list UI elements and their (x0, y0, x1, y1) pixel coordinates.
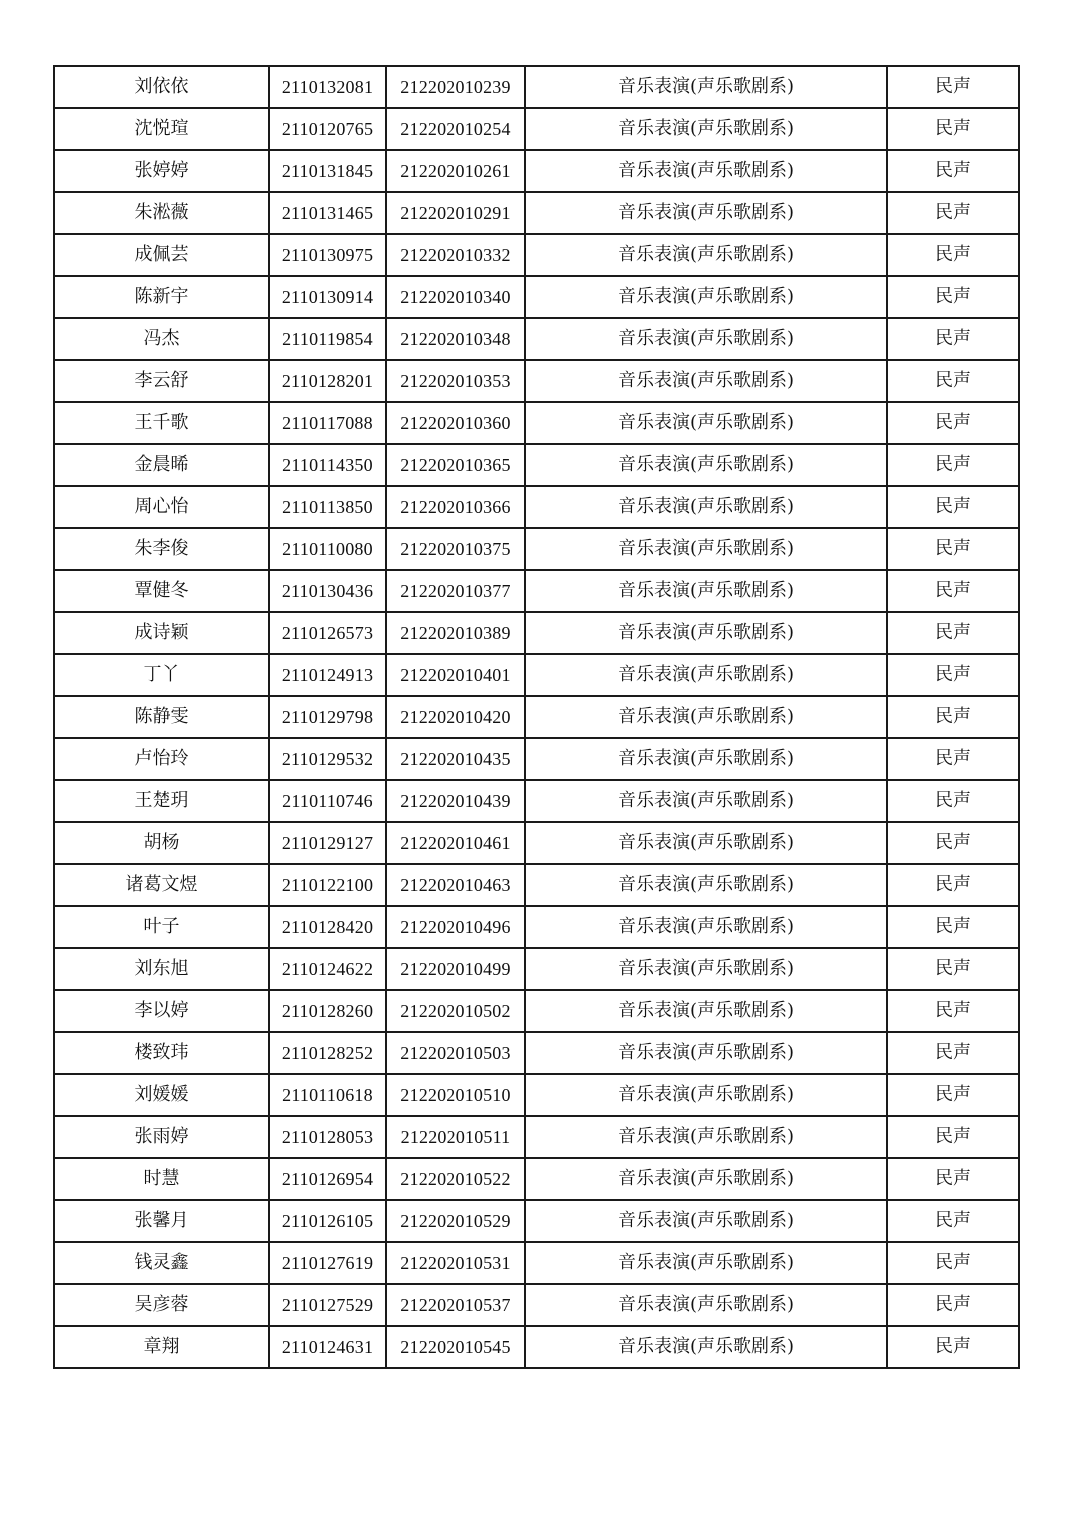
voice-category-cell: 民声 (887, 696, 1019, 738)
table-row (54, 1116, 1019, 1158)
student-name-cell: 叶子 (54, 906, 269, 948)
exam-number-cell: 2110124913 (269, 654, 386, 696)
candidate-number-cell: 212202010377 (386, 570, 525, 612)
voice-category-cell: 民声 (887, 1116, 1019, 1158)
table-row (54, 528, 1019, 570)
voice-category-cell: 民声 (887, 1074, 1019, 1116)
table-row (54, 486, 1019, 528)
student-name-cell: 张馨月 (54, 1200, 269, 1242)
exam-number-cell: 2110131845 (269, 150, 386, 192)
candidate-number-cell: 212202010401 (386, 654, 525, 696)
exam-number-cell: 2110132081 (269, 66, 386, 108)
table-row (54, 150, 1019, 192)
major-cell: 音乐表演(声乐歌剧系) (525, 570, 887, 612)
candidate-number-cell: 212202010239 (386, 66, 525, 108)
table-row (54, 1074, 1019, 1116)
exam-number-cell: 2110128260 (269, 990, 386, 1032)
student-name-cell: 张婷婷 (54, 150, 269, 192)
roster-table (53, 65, 1020, 1369)
major-cell: 音乐表演(声乐歌剧系) (525, 1074, 887, 1116)
candidate-number-cell: 212202010439 (386, 780, 525, 822)
student-name-cell: 金晨晞 (54, 444, 269, 486)
student-name-cell: 时慧 (54, 1158, 269, 1200)
major-cell: 音乐表演(声乐歌剧系) (525, 234, 887, 276)
exam-number-cell: 2110126573 (269, 612, 386, 654)
major-cell: 音乐表演(声乐歌剧系) (525, 1158, 887, 1200)
student-name-cell: 吴彦蓉 (54, 1284, 269, 1326)
exam-number-cell: 2110110618 (269, 1074, 386, 1116)
student-name-cell: 李云舒 (54, 360, 269, 402)
candidate-number-cell: 212202010510 (386, 1074, 525, 1116)
exam-number-cell: 2110128053 (269, 1116, 386, 1158)
exam-number-cell: 2110130436 (269, 570, 386, 612)
candidate-number-cell: 212202010360 (386, 402, 525, 444)
voice-category-cell: 民声 (887, 318, 1019, 360)
exam-number-cell: 2110110080 (269, 528, 386, 570)
voice-category-cell: 民声 (887, 822, 1019, 864)
major-cell: 音乐表演(声乐歌剧系) (525, 486, 887, 528)
exam-number-cell: 2110128252 (269, 1032, 386, 1074)
major-cell: 音乐表演(声乐歌剧系) (525, 402, 887, 444)
exam-number-cell: 2110127619 (269, 1242, 386, 1284)
exam-number-cell: 2110130975 (269, 234, 386, 276)
student-name-cell: 楼致玮 (54, 1032, 269, 1074)
major-cell: 音乐表演(声乐歌剧系) (525, 1284, 887, 1326)
student-name-cell: 钱灵鑫 (54, 1242, 269, 1284)
major-cell: 音乐表演(声乐歌剧系) (525, 612, 887, 654)
voice-category-cell: 民声 (887, 234, 1019, 276)
major-cell: 音乐表演(声乐歌剧系) (525, 444, 887, 486)
candidate-number-cell: 212202010348 (386, 318, 525, 360)
candidate-number-cell: 212202010502 (386, 990, 525, 1032)
table-row (54, 1242, 1019, 1284)
major-cell: 音乐表演(声乐歌剧系) (525, 1200, 887, 1242)
table-row (54, 1158, 1019, 1200)
exam-number-cell: 2110117088 (269, 402, 386, 444)
candidate-number-cell: 212202010340 (386, 276, 525, 318)
exam-number-cell: 2110119854 (269, 318, 386, 360)
candidate-number-cell: 212202010537 (386, 1284, 525, 1326)
candidate-number-cell: 212202010545 (386, 1326, 525, 1368)
student-name-cell: 丁丫 (54, 654, 269, 696)
student-name-cell: 冯杰 (54, 318, 269, 360)
major-cell: 音乐表演(声乐歌剧系) (525, 654, 887, 696)
major-cell: 音乐表演(声乐歌剧系) (525, 696, 887, 738)
voice-category-cell: 民声 (887, 192, 1019, 234)
major-cell: 音乐表演(声乐歌剧系) (525, 66, 887, 108)
candidate-number-cell: 212202010353 (386, 360, 525, 402)
candidate-number-cell: 212202010496 (386, 906, 525, 948)
student-name-cell: 覃健冬 (54, 570, 269, 612)
major-cell: 音乐表演(声乐歌剧系) (525, 780, 887, 822)
table-row (54, 234, 1019, 276)
voice-category-cell: 民声 (887, 66, 1019, 108)
voice-category-cell: 民声 (887, 360, 1019, 402)
exam-number-cell: 2110126954 (269, 1158, 386, 1200)
table-row (54, 108, 1019, 150)
table-row (54, 1284, 1019, 1326)
exam-number-cell: 2110128420 (269, 906, 386, 948)
table-row (54, 276, 1019, 318)
voice-category-cell: 民声 (887, 906, 1019, 948)
student-name-cell: 成佩芸 (54, 234, 269, 276)
student-name-cell: 王楚玥 (54, 780, 269, 822)
student-name-cell: 诸葛文煜 (54, 864, 269, 906)
candidate-number-cell: 212202010529 (386, 1200, 525, 1242)
candidate-number-cell: 212202010522 (386, 1158, 525, 1200)
candidate-number-cell: 212202010499 (386, 948, 525, 990)
major-cell: 音乐表演(声乐歌剧系) (525, 1116, 887, 1158)
exam-number-cell: 2110120765 (269, 108, 386, 150)
exam-number-cell: 2110131465 (269, 192, 386, 234)
candidate-number-cell: 212202010261 (386, 150, 525, 192)
table-row (54, 192, 1019, 234)
major-cell: 音乐表演(声乐歌剧系) (525, 1242, 887, 1284)
major-cell: 音乐表演(声乐歌剧系) (525, 276, 887, 318)
exam-number-cell: 2110122100 (269, 864, 386, 906)
voice-category-cell: 民声 (887, 990, 1019, 1032)
table-row (54, 948, 1019, 990)
candidate-number-cell: 212202010389 (386, 612, 525, 654)
exam-number-cell: 2110114350 (269, 444, 386, 486)
candidate-number-cell: 212202010332 (386, 234, 525, 276)
exam-number-cell: 2110126105 (269, 1200, 386, 1242)
table-row (54, 570, 1019, 612)
major-cell: 音乐表演(声乐歌剧系) (525, 150, 887, 192)
voice-category-cell: 民声 (887, 1284, 1019, 1326)
exam-number-cell: 2110124622 (269, 948, 386, 990)
candidate-number-cell: 212202010435 (386, 738, 525, 780)
student-name-cell: 李以婷 (54, 990, 269, 1032)
table-row (54, 906, 1019, 948)
table-row (54, 402, 1019, 444)
voice-category-cell: 民声 (887, 948, 1019, 990)
exam-number-cell: 2110129127 (269, 822, 386, 864)
table-row (54, 444, 1019, 486)
candidate-number-cell: 212202010366 (386, 486, 525, 528)
candidate-number-cell: 212202010291 (386, 192, 525, 234)
major-cell: 音乐表演(声乐歌剧系) (525, 738, 887, 780)
student-name-cell: 刘媛媛 (54, 1074, 269, 1116)
exam-number-cell: 2110128201 (269, 360, 386, 402)
exam-number-cell: 2110127529 (269, 1284, 386, 1326)
student-name-cell: 胡杨 (54, 822, 269, 864)
table-row (54, 864, 1019, 906)
student-name-cell: 王千歌 (54, 402, 269, 444)
voice-category-cell: 民声 (887, 654, 1019, 696)
exam-number-cell: 2110124631 (269, 1326, 386, 1368)
voice-category-cell: 民声 (887, 402, 1019, 444)
table-row (54, 990, 1019, 1032)
voice-category-cell: 民声 (887, 864, 1019, 906)
candidate-number-cell: 212202010511 (386, 1116, 525, 1158)
voice-category-cell: 民声 (887, 1158, 1019, 1200)
major-cell: 音乐表演(声乐歌剧系) (525, 948, 887, 990)
voice-category-cell: 民声 (887, 612, 1019, 654)
voice-category-cell: 民声 (887, 1242, 1019, 1284)
table-row (54, 1326, 1019, 1368)
candidate-number-cell: 212202010531 (386, 1242, 525, 1284)
table-row (54, 66, 1019, 108)
major-cell: 音乐表演(声乐歌剧系) (525, 906, 887, 948)
major-cell: 音乐表演(声乐歌剧系) (525, 360, 887, 402)
voice-category-cell: 民声 (887, 738, 1019, 780)
candidate-number-cell: 212202010254 (386, 108, 525, 150)
student-name-cell: 朱李俊 (54, 528, 269, 570)
student-name-cell: 章翔 (54, 1326, 269, 1368)
voice-category-cell: 民声 (887, 1200, 1019, 1242)
major-cell: 音乐表演(声乐歌剧系) (525, 864, 887, 906)
voice-category-cell: 民声 (887, 150, 1019, 192)
major-cell: 音乐表演(声乐歌剧系) (525, 990, 887, 1032)
voice-category-cell: 民声 (887, 108, 1019, 150)
student-name-cell: 卢怡玲 (54, 738, 269, 780)
student-name-cell: 周心怡 (54, 486, 269, 528)
table-row (54, 780, 1019, 822)
exam-number-cell: 2110113850 (269, 486, 386, 528)
table-row (54, 360, 1019, 402)
voice-category-cell: 民声 (887, 486, 1019, 528)
voice-category-cell: 民声 (887, 1032, 1019, 1074)
major-cell: 音乐表演(声乐歌剧系) (525, 822, 887, 864)
candidate-number-cell: 212202010420 (386, 696, 525, 738)
voice-category-cell: 民声 (887, 276, 1019, 318)
exam-number-cell: 2110129798 (269, 696, 386, 738)
table-row (54, 738, 1019, 780)
major-cell: 音乐表演(声乐歌剧系) (525, 528, 887, 570)
table-row (54, 654, 1019, 696)
table-row (54, 318, 1019, 360)
student-name-cell: 刘东旭 (54, 948, 269, 990)
major-cell: 音乐表演(声乐歌剧系) (525, 1326, 887, 1368)
table-row (54, 1200, 1019, 1242)
exam-number-cell: 2110110746 (269, 780, 386, 822)
voice-category-cell: 民声 (887, 570, 1019, 612)
table-row (54, 822, 1019, 864)
table-row (54, 696, 1019, 738)
candidate-number-cell: 212202010365 (386, 444, 525, 486)
table-row (54, 1032, 1019, 1074)
student-name-cell: 成诗颖 (54, 612, 269, 654)
major-cell: 音乐表演(声乐歌剧系) (525, 1032, 887, 1074)
student-name-cell: 刘依依 (54, 66, 269, 108)
table-row (54, 612, 1019, 654)
voice-category-cell: 民声 (887, 780, 1019, 822)
voice-category-cell: 民声 (887, 444, 1019, 486)
student-name-cell: 朱淞薇 (54, 192, 269, 234)
voice-category-cell: 民声 (887, 528, 1019, 570)
student-name-cell: 沈悦瑄 (54, 108, 269, 150)
exam-number-cell: 2110130914 (269, 276, 386, 318)
candidate-number-cell: 212202010461 (386, 822, 525, 864)
voice-category-cell: 民声 (887, 1326, 1019, 1368)
student-name-cell: 张雨婷 (54, 1116, 269, 1158)
candidate-number-cell: 212202010463 (386, 864, 525, 906)
student-name-cell: 陈静雯 (54, 696, 269, 738)
major-cell: 音乐表演(声乐歌剧系) (525, 318, 887, 360)
major-cell: 音乐表演(声乐歌剧系) (525, 192, 887, 234)
major-cell: 音乐表演(声乐歌剧系) (525, 108, 887, 150)
candidate-number-cell: 212202010503 (386, 1032, 525, 1074)
exam-number-cell: 2110129532 (269, 738, 386, 780)
candidate-number-cell: 212202010375 (386, 528, 525, 570)
roster-table-body (54, 66, 1019, 1368)
student-name-cell: 陈新宇 (54, 276, 269, 318)
